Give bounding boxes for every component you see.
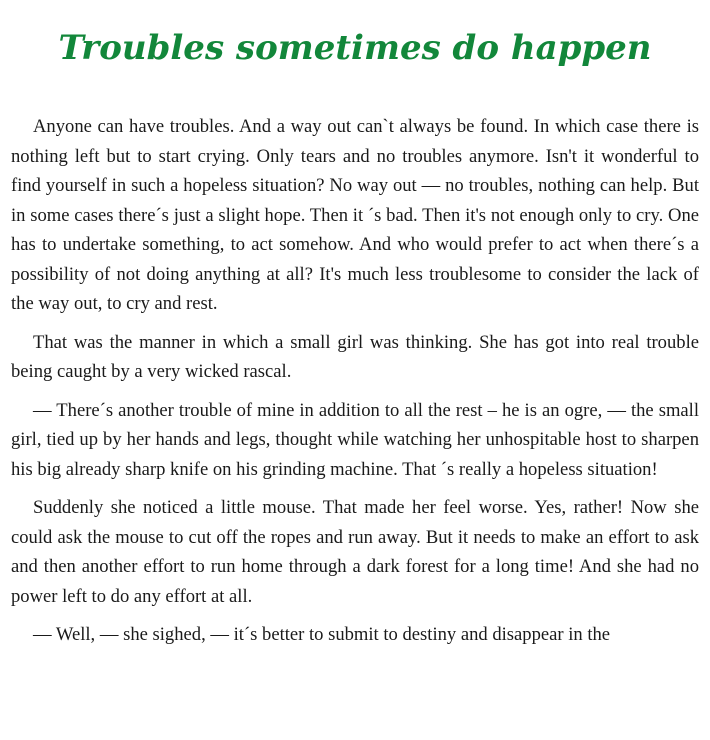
page-title: Troubles sometimes do happen <box>58 28 652 68</box>
paragraph-5: — Well, — she sighed, — it´s better to submit to destiny and disappear in the <box>33 624 611 645</box>
paragraph-1: Anyone can have troubles. And a way out can`t always be found. In which case there is nothing left but to start crying. Only tears and no troubles anymore. Isn't it wonderful to find yourself in such a hopeless situation? No way out — no troubles, nothing can help. But in some cases there´s just a slight hope. Then it ´s bad. Then it's not enough only to cry. One has to undertake something, to act somehow. And who would prefer to act when there´s a possibility of not doing anything at all? It's much less troublesome to consider the lack of the way out, to cry and rest. <box>11 116 699 314</box>
paragraph-4: Suddenly she noticed a little mouse. That made her feel worse. Yes, rather! Now she could ask the mouse to cut off the ropes and run away. But it needs to make an effort to ask and then another effort to run home through a dark forest for a long time! And she had no power left to do any effort at all. <box>11 497 699 607</box>
paragraph-2: That was the manner in which a small girl was thinking. She has got into real trouble being caught by a very wicked rascal. <box>11 331 699 382</box>
story-text <box>11 112 699 659</box>
paragraph-3: — There´s another trouble of mine in addition to all the rest – he is an ogre, — the small girl, tied up by her hands and legs, thought while watching her unhospitable host to sharpen his big already sharp knife on his grinding machine. That ´s really a hopeless situation! <box>11 399 699 480</box>
